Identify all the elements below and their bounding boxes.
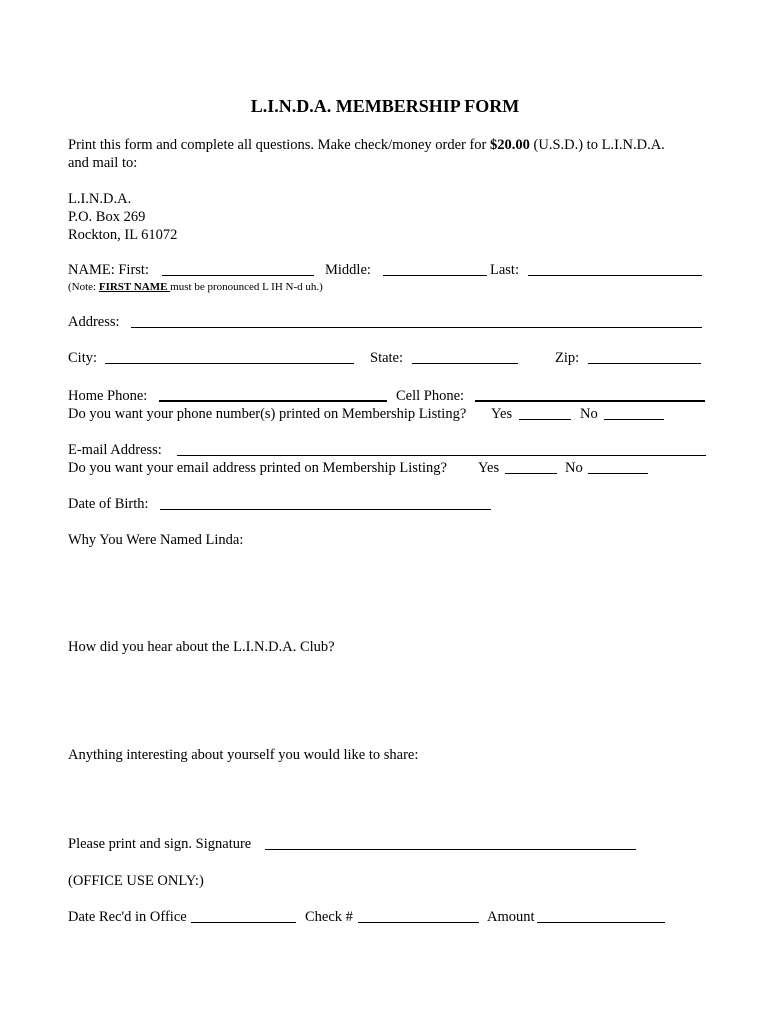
intro-text-post: (U.S.D.) to L.I.N.D.A. bbox=[529, 137, 665, 153]
name-middle-label: Middle: bbox=[325, 262, 371, 278]
phone-listing-no-line[interactable] bbox=[604, 405, 664, 420]
date-received-label: Date Rec'd in Office bbox=[68, 909, 187, 925]
check-number-line[interactable] bbox=[358, 908, 479, 923]
amount-line[interactable] bbox=[537, 908, 665, 923]
address-label: Address: bbox=[68, 314, 120, 330]
last-name-line[interactable] bbox=[528, 261, 702, 276]
intro-line-2: and mail to: bbox=[68, 155, 138, 171]
intro-text-pre: Print this form and complete all questions. Make check/money order for bbox=[68, 137, 491, 153]
date-received-line[interactable] bbox=[191, 908, 296, 923]
email-label: E-mail Address: bbox=[68, 442, 162, 458]
mailing-address-line-1: L.I.N.D.A. bbox=[68, 191, 132, 207]
email-listing-question: Do you want your email address printed on Membership Listing? bbox=[68, 460, 447, 476]
cell-phone-label: Cell Phone: bbox=[396, 388, 465, 404]
dob-label: Date of Birth: bbox=[68, 496, 149, 512]
phone-listing-yes-label: Yes bbox=[491, 406, 513, 422]
home-phone-label: Home Phone: bbox=[68, 388, 148, 404]
email-line[interactable] bbox=[177, 441, 706, 456]
city-line[interactable] bbox=[105, 349, 354, 364]
email-listing-yes-line[interactable] bbox=[505, 459, 557, 474]
signature-line[interactable] bbox=[265, 835, 636, 850]
question-how-heard: How did you hear about the L.I.N.D.A. Club? bbox=[68, 639, 335, 655]
state-label: State: bbox=[370, 350, 404, 366]
email-listing-no-line[interactable] bbox=[588, 459, 648, 474]
phone-listing-no-label: No bbox=[580, 406, 598, 422]
zip-label: Zip: bbox=[555, 350, 580, 366]
city-label: City: bbox=[68, 350, 98, 366]
office-use-heading: (OFFICE USE ONLY:) bbox=[68, 873, 204, 889]
first-name-line[interactable] bbox=[162, 261, 314, 276]
mailing-address-line-3: Rockton, IL 61072 bbox=[68, 227, 178, 243]
fee-amount: $20.00 bbox=[490, 137, 530, 153]
phone-listing-yes-line[interactable] bbox=[519, 405, 571, 420]
middle-name-line[interactable] bbox=[383, 261, 487, 276]
dob-line[interactable] bbox=[160, 495, 491, 510]
name-note-emphasis: FIRST NAME bbox=[98, 281, 171, 293]
form-title: L.I.N.D.A. MEMBERSHIP FORM bbox=[250, 96, 520, 116]
mailing-address-line-2: P.O. Box 269 bbox=[68, 209, 146, 225]
email-listing-yes-label: Yes bbox=[478, 460, 500, 476]
name-first-label: NAME: First: bbox=[68, 262, 149, 278]
check-number-label: Check # bbox=[305, 909, 353, 925]
signature-label: Please print and sign. Signature bbox=[68, 836, 252, 852]
email-listing-no-label: No bbox=[565, 460, 583, 476]
state-line[interactable] bbox=[412, 349, 518, 364]
name-last-label: Last: bbox=[490, 262, 519, 278]
name-note bbox=[68, 280, 323, 294]
name-note-post: must be pronounced L IH N-d uh.) bbox=[170, 281, 323, 293]
address-line[interactable] bbox=[131, 313, 702, 328]
amount-label: Amount bbox=[487, 909, 535, 925]
question-interesting: Anything interesting about yourself you would like to share: bbox=[68, 747, 419, 763]
intro-line-1 bbox=[68, 136, 665, 154]
phone-listing-question: Do you want your phone number(s) printed on Membership Listing? bbox=[68, 406, 467, 422]
cell-phone-line[interactable] bbox=[475, 386, 705, 402]
zip-line[interactable] bbox=[588, 349, 701, 364]
home-phone-line[interactable] bbox=[159, 386, 387, 402]
question-why-named-linda: Why You Were Named Linda: bbox=[68, 532, 244, 548]
name-note-pre: (Note: bbox=[68, 281, 99, 293]
